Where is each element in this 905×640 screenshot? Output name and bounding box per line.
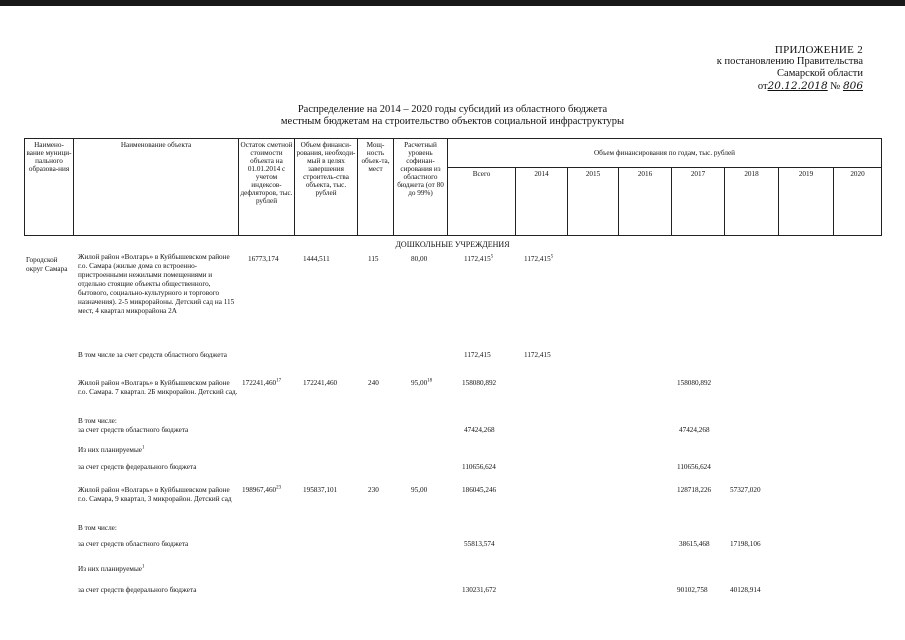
row-0-2014: 1172,415$^5$ (524, 254, 554, 263)
municipality-name: Городской округ Самара (26, 256, 68, 273)
row-2-cofinancing: 95,00$^{18}$ (411, 378, 433, 387)
row-8-2018: 17198,106 (730, 540, 761, 548)
row-6-remaining-cost: 198967,460$^{23}$ (242, 485, 282, 494)
row-2-object: Жилой район «Волгарь» в Куйбышевском районе г.о. Самара. 7 квартал. 2Б микрорайон. Детский сад. (78, 379, 238, 396)
row-10-object: за счет средств федерального бюджета (78, 586, 197, 594)
row-2-capacity: 240 (368, 379, 379, 387)
header-total: Всего (447, 167, 516, 236)
row-8-total: 55813,574 (464, 540, 495, 548)
row-1-total: 1172,415 (464, 351, 491, 359)
row-0-total-note: 5 (490, 254, 494, 260)
row-3-object-prefix: В том числе: (78, 417, 117, 425)
row-0-required: 1444,511 (303, 255, 330, 263)
header-year-2015: 2015 (567, 167, 619, 236)
header-year-2019: 2019 (778, 167, 834, 236)
number-value: 806 (842, 80, 863, 92)
header-year-2014: 2014 (515, 167, 568, 236)
row-6-required: 195837,101 (303, 486, 338, 494)
row-0-remaining-cost: 16773,174 (248, 255, 279, 263)
row-6-object: Жилой район «Волгарь» в Куйбышевском районе г.о. Самара, 9 квартал, 3 микрорайон. Детский сад (78, 486, 232, 503)
row-1-2014: 1172,415 (524, 351, 551, 359)
document-title (0, 104, 905, 128)
row-8-2017: 38615,468 (679, 540, 710, 548)
row-6-remaining-note: 23 (276, 485, 282, 491)
row-3-2017: 47424,268 (679, 426, 710, 434)
date-prefix: от (757, 81, 768, 92)
row-6-2018: 57327,020 (730, 486, 761, 494)
row-0-object: Жилой район «Волгарь» в Куйбышевском районе г.о. Самара (жилые дома со встроенно-пристроенными нежилыми помещениями и отдельно стоящие объекты общественного, бытового, социально-культурного и торгового назначения). 2-5 микрорайоны. Детский сад на 115 мест, 4 квартал микрорайона 2А (78, 253, 235, 315)
date-value: 20.12.2018 (767, 80, 828, 92)
header-year-2016: 2016 (618, 167, 672, 236)
header-object: Наименование объекта (73, 138, 239, 236)
row-4-object: Из них планируемые$^1$ (78, 445, 145, 454)
row-7-object: В том числе: (78, 524, 117, 532)
row-4-note: 1 (141, 445, 145, 451)
appendix-block (717, 44, 863, 93)
row-8-object: за счет средств областного бюджета (78, 540, 189, 548)
header-year-2018: 2018 (724, 167, 779, 236)
appendix-date-line (717, 80, 863, 93)
header-required-funding: Объем финанси-рования, необходи-мый в целях завершения строитель-ства объекта, тыс. рублей (294, 138, 358, 236)
row-6-2017: 128718,226 (677, 486, 712, 494)
row-0-total: 1172,415$^5$ (464, 254, 494, 263)
header-cofinancing: Расчетный уровень софинан-сирования из областного бюджета (от 80 до 99%) (393, 138, 448, 236)
header-capacity: Мощ-ность объек-та, мест (357, 138, 394, 236)
header-remaining-cost: Остаток сметной стоимости объекта на 01.01.2014 с учетом индексов-дефляторов, тыс. рублей (238, 138, 295, 236)
appendix-region: Самарской области (777, 68, 863, 79)
row-2-remaining-note: 17 (276, 378, 282, 384)
row-5-total: 110656,624 (462, 463, 496, 471)
row-6-cofinancing: 95,00 (411, 486, 428, 494)
row-0-cofinancing: 80,00 (411, 255, 428, 263)
header-year-2020: 2020 (833, 167, 882, 236)
title-line-1: Распределение на 2014 – 2020 годы субсидий из областного бюджета (297, 104, 608, 115)
row-0-2014-note: 5 (550, 254, 554, 260)
row-5-object: за счет средств федерального бюджета (78, 463, 197, 471)
row-5-2017: 110656,624 (677, 463, 711, 471)
header-year-2017: 2017 (671, 167, 725, 236)
row-9-object: Из них планируемые$^1$ (78, 564, 145, 573)
row-10-total: 130231,672 (462, 586, 497, 594)
appendix-title: ПРИЛОЖЕНИЕ 2 (774, 44, 863, 56)
row-2-required: 172241,460 (303, 379, 338, 387)
scan-top-border (0, 0, 905, 6)
row-6-capacity: 230 (368, 486, 379, 494)
row-2-2017: 158080,892 (677, 379, 712, 387)
row-2-cofinancing-note: 18 (427, 378, 433, 384)
row-2-total: 158080,892 (462, 379, 497, 387)
row-9-note: 1 (141, 564, 145, 570)
title-line-2: местным бюджетам на строительство объектов социальной инфраструктуры (280, 116, 625, 127)
row-6-total: 186045,246 (462, 486, 497, 494)
row-2-remaining-cost: 172241,460$^{17}$ (242, 378, 282, 387)
header-municipality: Наимено-вание муници-пального образова-ния (24, 138, 74, 236)
section-title: ДОШКОЛЬНЫЕ УЧРЕЖДЕНИЯ (395, 240, 510, 249)
row-0-capacity: 115 (368, 255, 379, 263)
appendix-resolution: к постановлению Правительства (716, 56, 863, 67)
row-3-object: за счет средств областного бюджета (78, 426, 189, 434)
row-10-2018: 40128,914 (730, 586, 761, 594)
number-prefix: № (830, 81, 841, 92)
row-10-2017: 90102,758 (677, 586, 708, 594)
header-funding-by-year: Объем финансирования по годам, тыс. рублей (447, 138, 882, 168)
row-1-object: В том числе за счет средств областного бюджета (78, 351, 227, 359)
row-3-total: 47424,268 (464, 426, 495, 434)
